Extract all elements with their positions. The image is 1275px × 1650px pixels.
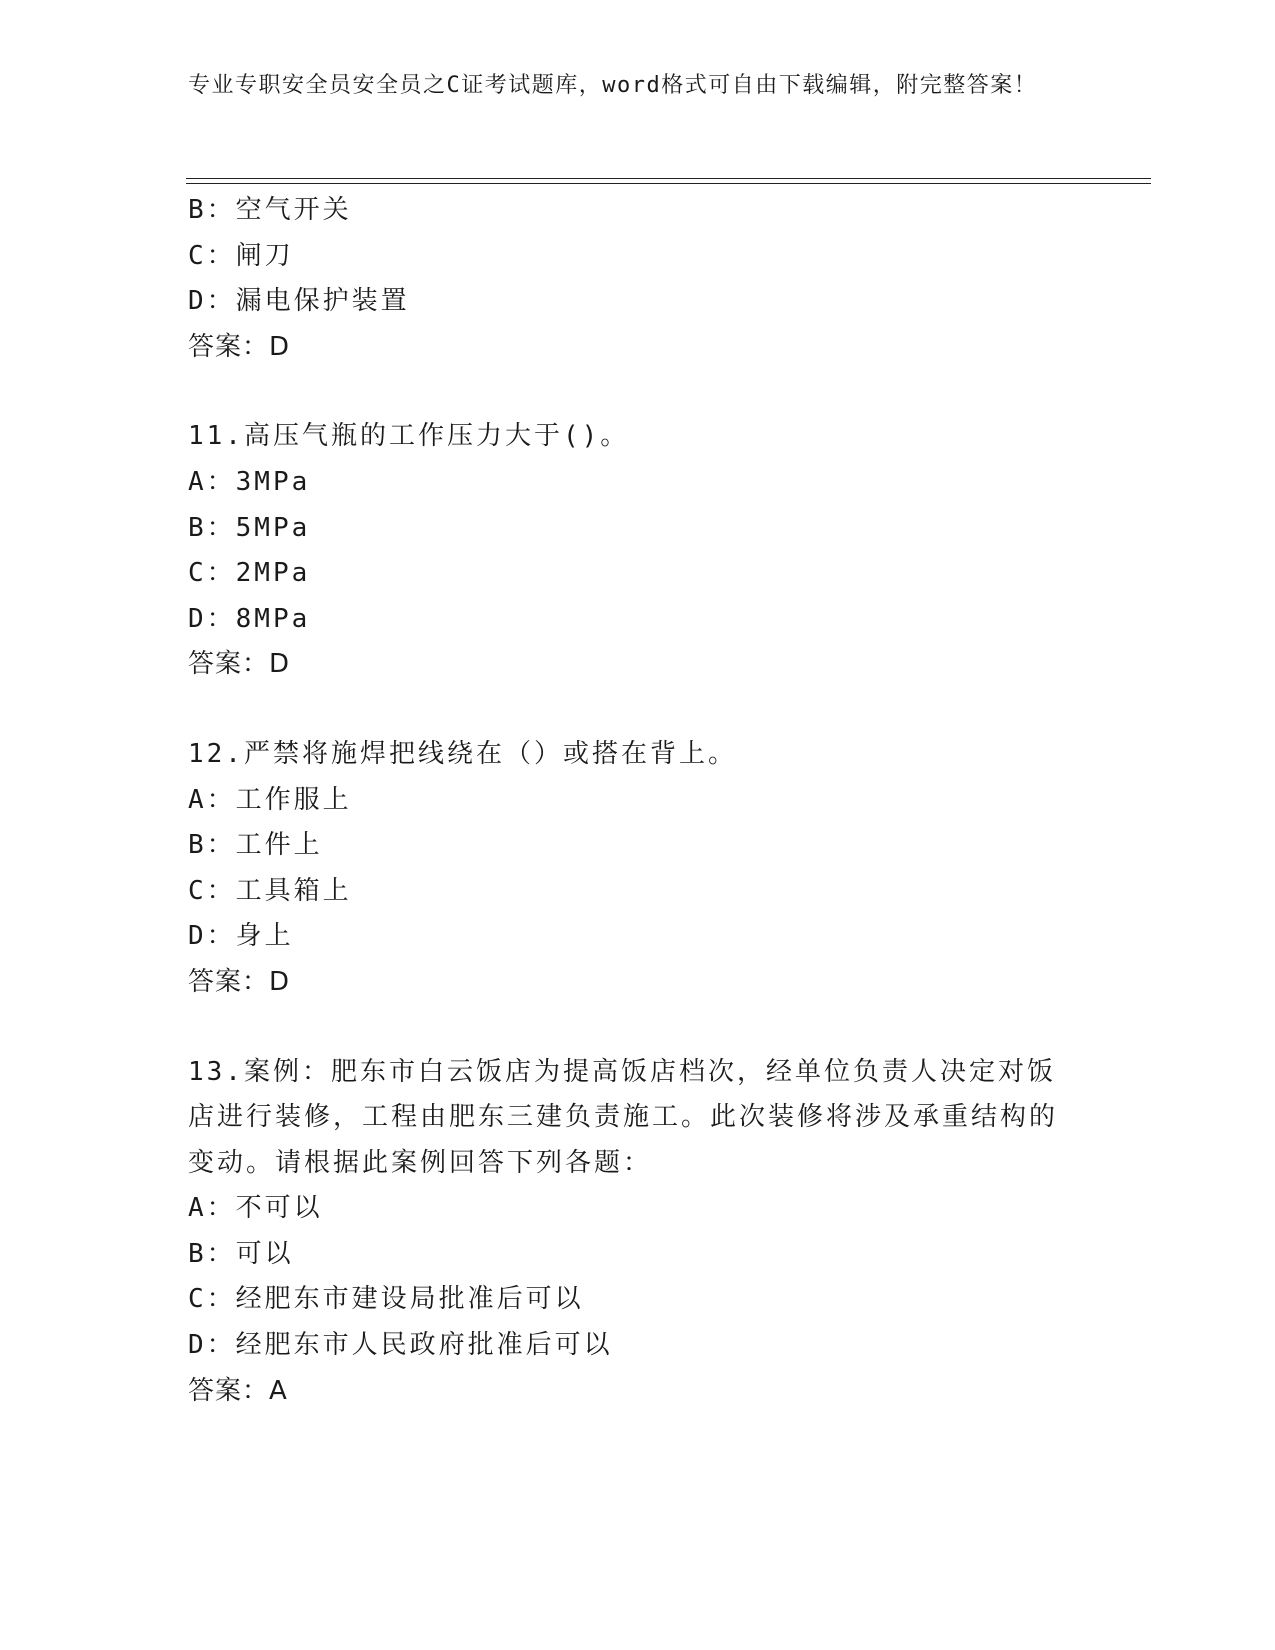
option-a: A：不可以 (188, 1193, 323, 1224)
option-b: B：5MPa (188, 512, 311, 543)
question-stem: 13.案例：肥东市白云饭店为提高饭店档次，经单位负责人决定对饭店进行装修，工程由肥东三建负责施工。此次装修将涉及承重结构的变动。请根据此案例回答下列各题： (188, 1056, 1059, 1178)
question-12 (188, 732, 1088, 1006)
question-stem: 12.严禁将施焊把线绕在（）或搭在背上。 (188, 738, 737, 769)
answer: 答案：D (188, 966, 291, 997)
option-d: D：经肥东市人民政府批准后可以 (188, 1330, 613, 1361)
answer: 答案：D (188, 649, 291, 680)
option-c: C：工具箱上 (188, 875, 352, 906)
option-c: C：闸刀 (188, 240, 294, 271)
option-a: A：工作服上 (188, 784, 352, 815)
option-c: C：经肥东市建设局批准后可以 (188, 1284, 584, 1315)
question-list (188, 188, 1088, 1414)
option-b: B：工件上 (188, 830, 323, 861)
option-c: C：2MPa (188, 558, 311, 589)
question-11 (188, 414, 1088, 688)
option-d: D：8MPa (188, 603, 311, 634)
answer: 答案：A (188, 1375, 288, 1406)
document-header: 专业专职安全员安全员之C证考试题库，word格式可自由下载编辑，附完整答案！ (188, 73, 1038, 98)
option-d: D：漏电保护装置 (188, 286, 410, 317)
option-b: B：可以 (188, 1238, 294, 1269)
option-b: B：空气开关 (188, 195, 352, 225)
option-a: A：3MPa (188, 466, 311, 497)
header-rule-top (186, 178, 1151, 179)
question-13 (188, 1050, 1088, 1415)
answer: 答案：D (188, 331, 291, 362)
header-rule-bottom (186, 183, 1151, 184)
question-10-continued (188, 188, 1088, 370)
option-d: D：身上 (188, 921, 294, 952)
question-stem: 11.高压气瓶的工作压力大于()。 (188, 421, 630, 452)
